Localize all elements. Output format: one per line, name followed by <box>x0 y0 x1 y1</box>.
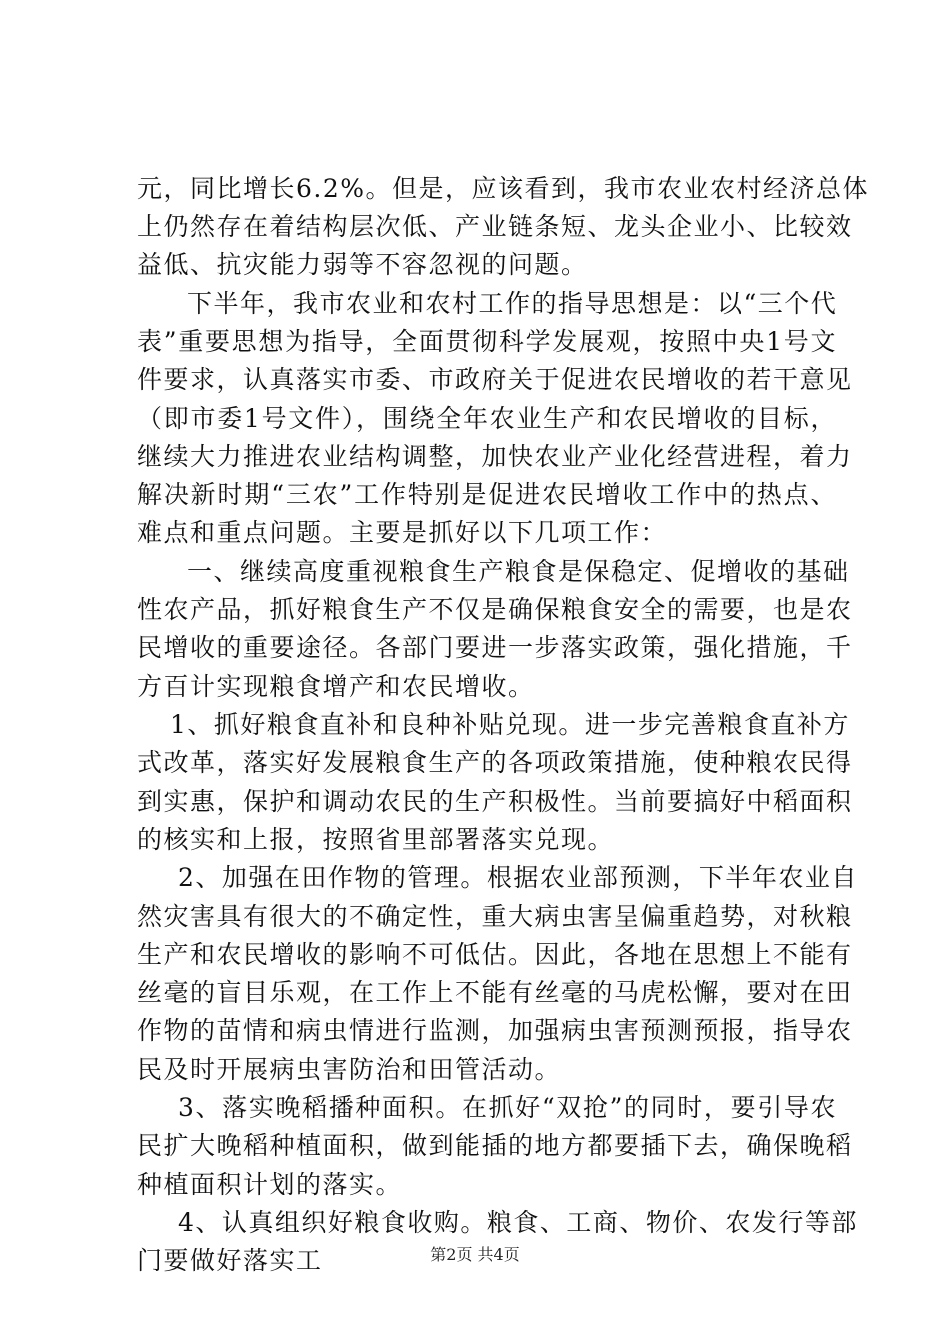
body-line: 民增收的重要途径。各部门要进一步落实政策，强化措施，千 <box>137 633 853 662</box>
body-line: 上仍然存在着结构层次低、产业链条短、龙头企业小、比较效 <box>137 212 853 241</box>
item-first-line: 2、加强在田作物的管理。根据农业部预测，下半年农业自 <box>178 863 858 892</box>
body-line: 件要求，认真落实市委、市政府关于促进农民增收的若干意见 <box>137 365 853 394</box>
body-line: 的核实和上报，按照省里部署落实兑现。 <box>137 825 615 854</box>
body-line: 性农产品，抓好粮食生产不仅是确保粮食安全的需要，也是农 <box>137 595 853 624</box>
body-line: 益低、抗灾能力弱等不容忽视的问题。 <box>137 250 588 279</box>
body-line: 解决新时期“三农”工作特别是促进农民增收工作中的热点、 <box>137 480 837 509</box>
body-line: 门要做好落实工 <box>137 1246 323 1275</box>
body-line: 民扩大晚稻种植面积，做到能插的地方都要插下去，确保晚稻 <box>137 1131 853 1160</box>
item-first-line: 1、抓好粮食直补和良种补贴兑现。进一步完善粮食直补方 <box>170 710 850 739</box>
body-line: （即市委1号文件），围绕全年农业生产和农民增收的目标， <box>137 404 837 433</box>
body-line: 作物的苗情和病虫情进行监测，加强病虫害预测预报，指导农 <box>137 1016 853 1045</box>
body-line: 继续大力推进农业结构调整，加快农业产业化经营进程，着力 <box>137 442 853 471</box>
body-line: 到实惠，保护和调动农民的生产积极性。当前要搞好中稻面积 <box>137 787 853 816</box>
body-line: 生产和农民增收的影响不可低估。因此，各地在思想上不能有 <box>137 940 853 969</box>
paragraph-first-line: 下半年，我市农业和农村工作的指导思想是：以“三个代 <box>187 289 838 318</box>
body-line: 民及时开展病虫害防治和田管活动。 <box>137 1055 562 1084</box>
body-line: 丝毫的盲目乐观，在工作上不能有丝毫的马虎松懈，要对在田 <box>137 978 853 1007</box>
body-line: 式改革，落实好发展粮食生产的各项政策措施，使种粮农民得 <box>137 748 853 777</box>
item-first-line: 4、认真组织好粮食收购。粮食、工商、物价、农发行等部 <box>178 1208 858 1237</box>
body-line: 然灾害具有很大的不确定性，重大病虫害呈偏重趋势，对秋粮 <box>137 902 853 931</box>
body-line: 表”重要思想为指导，全面贯彻科学发展观，按照中央1号文 <box>137 327 837 356</box>
section-heading-line: 一、继续高度重视粮食生产粮食是保稳定、促增收的基础 <box>187 557 850 586</box>
body-line: 难点和重点问题。主要是抓好以下几项工作： <box>137 518 668 547</box>
body-line: 种植面积计划的落实。 <box>137 1170 403 1199</box>
item-first-line: 3、落实晚稻播种面积。在抓好“双抢”的同时，要引导农 <box>178 1093 837 1122</box>
page-number-footer: 第2页 共4页 <box>430 1245 520 1264</box>
body-line: 方百计实现粮食增产和农民增收。 <box>137 672 535 701</box>
body-line: 元，同比增长6.2%。但是，应该看到，我市农业农村经济总体 <box>137 174 870 203</box>
